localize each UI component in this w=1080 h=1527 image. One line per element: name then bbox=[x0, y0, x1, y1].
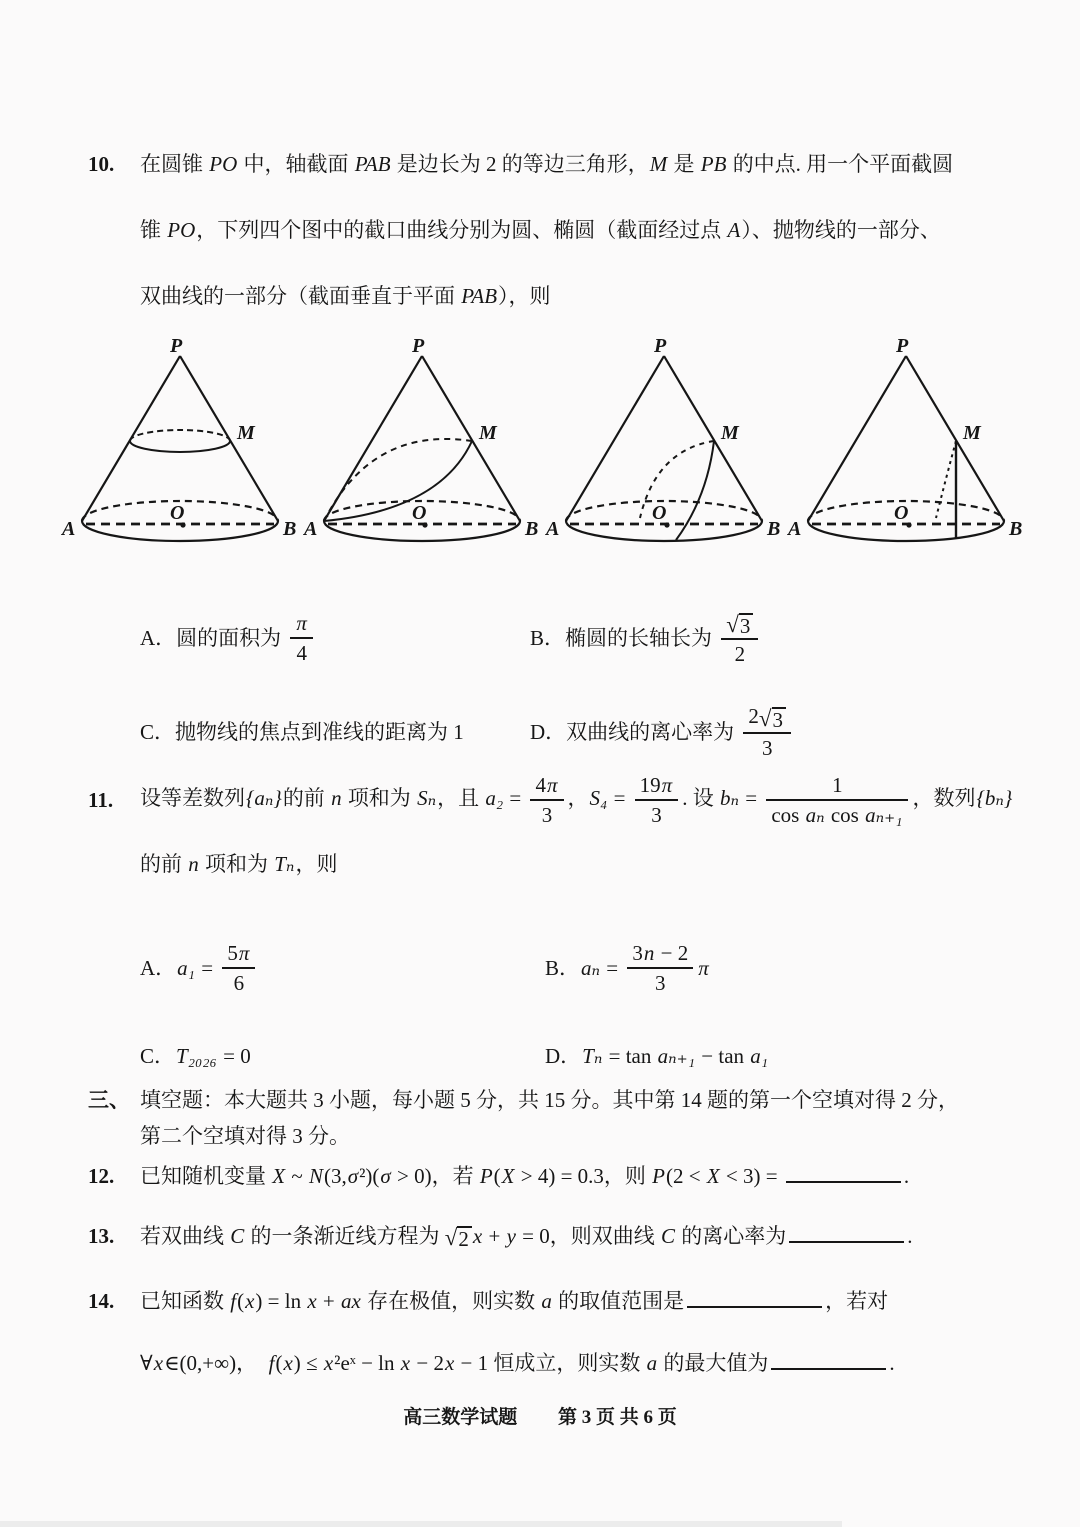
question-14-text-2: ∀x∈(0,+∞)， f(x) ≤ x²eˣ − ln x − 2x − 1 恒成立，则实数 a 的最大值为 . bbox=[140, 1351, 895, 1375]
q10-option-B: B．椭圆的长轴长为 √ 3 2 bbox=[530, 609, 762, 666]
label-A: A bbox=[788, 518, 802, 540]
question-11-line-1 bbox=[88, 772, 1028, 828]
question-14-line-1 bbox=[88, 1283, 1028, 1319]
label-P: P bbox=[412, 336, 425, 357]
question-12 bbox=[88, 1158, 1028, 1194]
section-3-text-1: 填空题：本大题共 3 小题，每小题 5 分，共 15 分。其中第 14 题的第一个空填对得 2 分， bbox=[140, 1088, 959, 1112]
question-11-line-2 bbox=[140, 846, 1028, 882]
section-3-header bbox=[88, 1082, 1023, 1154]
label-M: M bbox=[479, 422, 497, 444]
q11-option-A: A． a₁ = $\frac{5\pi}{6}$ bbox=[140, 940, 545, 996]
slant-left bbox=[324, 356, 422, 521]
question-12-text: 已知随机变量 X ~ N(3,σ²)(σ > 0)，若 P(X > 4) = 0.3，则 P(2 < X < 3) = . bbox=[140, 1158, 909, 1194]
q10-options-row-2 bbox=[140, 688, 795, 776]
question-10-line-1 bbox=[88, 146, 1023, 182]
label-O: O bbox=[170, 502, 185, 524]
question-14-text-1: 已知函数 f(x) = ln x + ax 存在极值，则实数 a 的取值范围是 ，若对 bbox=[140, 1283, 888, 1319]
question-10 bbox=[88, 146, 1023, 314]
question-10-line-2 bbox=[140, 212, 1023, 248]
cone-figure-circle bbox=[60, 336, 298, 568]
question-12-number: 12. bbox=[88, 1164, 115, 1188]
cone-figure-parabola bbox=[544, 336, 782, 568]
q11-option-C: C． T₂₀₂₆ = 0 bbox=[140, 1044, 251, 1068]
cone-figure-hyperbola bbox=[786, 336, 1024, 568]
question-13-number: 13. bbox=[88, 1224, 115, 1248]
q11-option-B: B． aₙ = $\frac{3n - 2}{3}$ π bbox=[545, 941, 709, 995]
q10-option-C: C．抛物线的焦点到准线的距离为 1 bbox=[140, 720, 464, 744]
section-3-line-1 bbox=[88, 1082, 1023, 1118]
label-A: A bbox=[304, 518, 318, 540]
question-14 bbox=[88, 1283, 1028, 1381]
hyperbola-back-branch bbox=[936, 441, 956, 518]
section-3-text-2: 第二个空填对得 3 分。 bbox=[140, 1124, 350, 1148]
label-B: B bbox=[525, 518, 539, 540]
page-footer bbox=[0, 1400, 1080, 1436]
question-13 bbox=[88, 1218, 1028, 1254]
q10-option-A: A．圆的面积为 $\frac{\pi}{4}$ bbox=[140, 610, 530, 666]
question-14-number: 14. bbox=[88, 1289, 115, 1313]
label-M: M bbox=[963, 422, 981, 444]
label-M: M bbox=[721, 422, 739, 444]
label-O: O bbox=[412, 502, 427, 524]
footer-exam-title: 高三数学试题 bbox=[403, 1407, 518, 1428]
footer-page-number: 第 3 页 共 6 页 bbox=[558, 1407, 677, 1428]
slant-left bbox=[808, 356, 906, 521]
label-B: B bbox=[767, 518, 781, 540]
q10-option-D: D．双曲线的离心率为 2 √ 3 3 bbox=[530, 703, 795, 760]
label-B: B bbox=[1009, 518, 1023, 540]
section-3-number: 三、 bbox=[88, 1088, 130, 1112]
q11-options-row-1 bbox=[140, 928, 710, 1008]
question-14-line-2 bbox=[140, 1345, 1028, 1381]
label-P: P bbox=[896, 336, 909, 357]
question-11 bbox=[88, 772, 1028, 882]
question-10-text-3: 双曲线的一部分（截面垂直于平面 PAB），则 bbox=[140, 284, 551, 308]
question-10-number: 10. bbox=[88, 152, 115, 176]
circle-section-front bbox=[130, 441, 230, 452]
question-13-text: 若双曲线 C 的一条渐近线方程为 √ 2 x + y = 0，则双曲线 C 的离心率为 . bbox=[140, 1218, 913, 1254]
question-11-number: 11. bbox=[88, 788, 114, 812]
question-10-text-1: 在圆锥 PO 中，轴截面 PAB 是边长为 2 的等边三角形，M 是 PB 的中点. 用一个平面截圆 bbox=[140, 152, 954, 176]
label-M: M bbox=[237, 422, 255, 444]
q11-options-row-2 bbox=[140, 1026, 769, 1086]
label-A: A bbox=[546, 518, 560, 540]
scan-artifact-strip bbox=[0, 1521, 842, 1527]
question-10-line-3 bbox=[140, 278, 1023, 314]
label-B: B bbox=[283, 518, 297, 540]
circle-section-back bbox=[130, 430, 230, 441]
q11-option-D: D． Tₙ = tan aₙ₊₁ − tan a₁ bbox=[545, 1044, 769, 1068]
question-11-text-1: 设等差数列{aₙ}的前 n 项和为 Sₙ，且 a₂ = $\frac{4\pi}{3}$ ，S₄ = $\frac{19\pi}{3}$ . 设 bₙ = $\frac{1}{\text{cos aₙ cos aₙ₊₁}}$ ，数列{bₙ} bbox=[140, 773, 1013, 827]
label-P: P bbox=[654, 336, 667, 357]
label-P: P bbox=[170, 336, 183, 357]
cone-figures-row bbox=[60, 336, 1025, 568]
section-3-line-2 bbox=[140, 1118, 1023, 1154]
question-11-text-2: 的前 n 项和为 Tₙ，则 bbox=[140, 852, 338, 876]
q10-options-row-1 bbox=[140, 594, 762, 682]
slant-left bbox=[566, 356, 664, 521]
cone-figure-ellipse bbox=[302, 336, 540, 568]
question-10-text-2: 锥 PO，下列四个图中的截口曲线分别为圆、椭圆（截面经过点 A）、抛物线的一部分、 bbox=[140, 218, 941, 242]
label-O: O bbox=[652, 502, 667, 524]
label-O: O bbox=[894, 502, 909, 524]
label-A: A bbox=[62, 518, 76, 540]
slant-right bbox=[664, 356, 762, 521]
